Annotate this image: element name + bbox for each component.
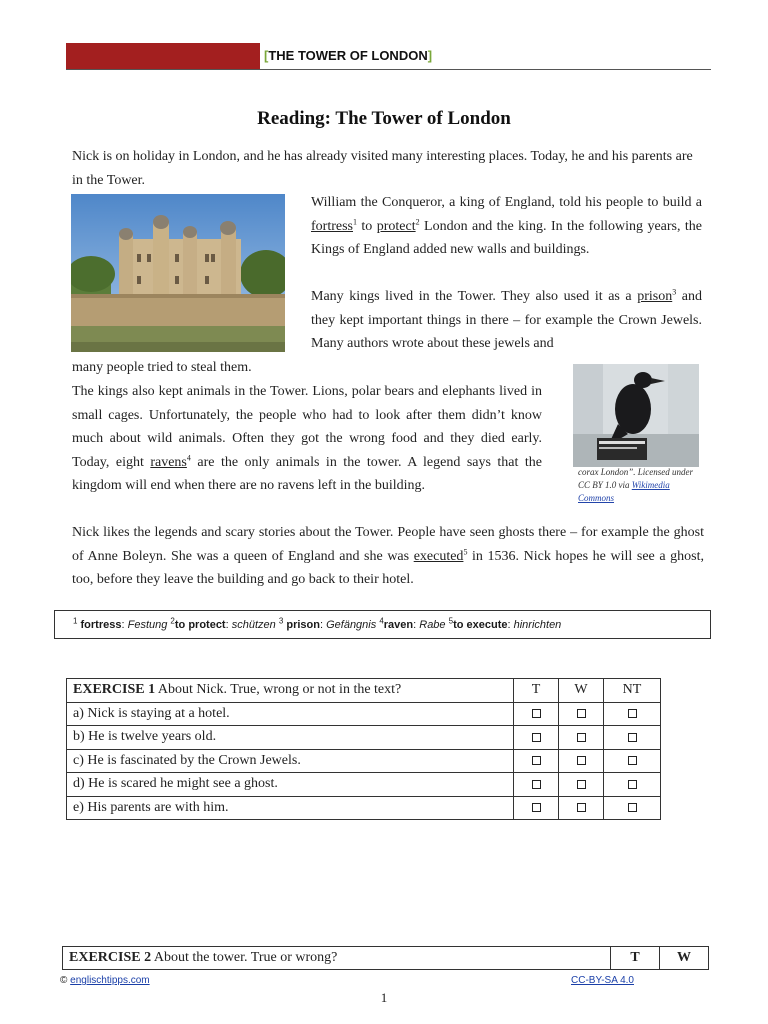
checkbox-nt[interactable] xyxy=(628,780,637,789)
p4-text-a: The kings also kept animals in the Tower. Lions, polar bears and elephants lived in small cages. Unfortunately, the people who had to look after them didn’t know much about wild animals. Often they got the wrong food and they died early. Today, eight xyxy=(72,384,542,470)
paragraph-kings xyxy=(311,285,702,356)
checkbox-w[interactable] xyxy=(577,733,586,742)
footer-left xyxy=(60,975,150,986)
cell-t xyxy=(514,796,559,820)
footnote-mark: 2 xyxy=(415,216,420,226)
glossary-term: raven xyxy=(383,619,414,631)
paragraph-william xyxy=(311,191,702,262)
cell-nt xyxy=(604,796,661,820)
checkbox-t[interactable] xyxy=(532,709,541,718)
table-row xyxy=(67,749,661,773)
glossary-translation: Rabe xyxy=(419,619,446,631)
exercise-label: EXERCISE 1 xyxy=(73,682,156,698)
checkbox-nt[interactable] xyxy=(628,803,637,812)
p5-text-b: in 1536. Nick hopes he will see a ghost, too, before they leave the building and go back to their hotel. xyxy=(72,548,704,588)
checkbox-w[interactable] xyxy=(577,709,586,718)
wikimedia-link[interactable]: Wikimedia Commons xyxy=(578,480,670,503)
footnote-mark: 4 xyxy=(186,453,191,463)
page-number: 1 xyxy=(380,990,388,1005)
footer-right xyxy=(571,975,634,986)
checkbox-nt[interactable] xyxy=(628,756,637,765)
table-row xyxy=(67,702,661,726)
checkbox-w[interactable] xyxy=(577,803,586,812)
paragraph-ghosts xyxy=(72,521,704,592)
glossary-term: prison xyxy=(286,619,320,631)
credit-text: corax London”. Licensed under CC BY 1.0 via xyxy=(578,467,693,490)
cell-t xyxy=(514,726,559,750)
col-header-t: T xyxy=(514,679,559,703)
paragraph-intro: Nick is on holiday in London, and he has already visited many interesting places. Today, he and his parents are in the Tower. xyxy=(72,149,693,188)
vocab-executed: executed xyxy=(413,548,464,564)
table-header-row xyxy=(67,679,661,703)
vocab-prison: prison xyxy=(637,289,673,304)
table-row xyxy=(67,796,661,820)
glossary-num: 4 xyxy=(379,616,384,626)
p3-text-a: Many kings lived in the Tower. They also used it as a xyxy=(311,289,638,304)
vocab-protect: protect xyxy=(376,218,416,234)
exercise-question: About the tower. True or wrong? xyxy=(153,950,338,965)
exercise-2-prompt xyxy=(63,947,611,970)
exercise-2-table xyxy=(62,946,709,970)
exercise-1-table xyxy=(66,678,661,820)
glossary-num: 2 xyxy=(170,616,175,626)
license-link[interactable]: CC-BY-SA 4.0 xyxy=(571,975,634,986)
exercise-1-prompt xyxy=(67,679,514,703)
glossary-box xyxy=(54,610,711,639)
glossary-term: fortress xyxy=(80,619,122,631)
exercise-label: EXERCISE 2 xyxy=(69,950,152,965)
cell-w xyxy=(559,726,604,750)
raven-photo-credit xyxy=(578,466,704,505)
glossary-num: 3 xyxy=(278,616,284,626)
cell-t xyxy=(514,702,559,726)
footnote-mark: 3 xyxy=(672,287,677,297)
statement: a) Nick is staying at a hotel. xyxy=(67,702,514,726)
statement: e) His parents are with him. xyxy=(67,796,514,820)
cell-nt xyxy=(604,749,661,773)
p5-text-a: Nick likes the legends and scary stories about the Tower. People have seen ghosts there – for example the ghost of Anne Boleyn. She was a queen of England and she was xyxy=(72,525,704,564)
p2-text-b: to xyxy=(357,218,377,234)
vocab-ravens: ravens xyxy=(150,454,187,470)
cell-t xyxy=(514,773,559,797)
cell-nt xyxy=(604,773,661,797)
header-rule xyxy=(66,69,711,70)
statement: c) He is fascinated by the Crown Jewels. xyxy=(67,749,514,773)
copyright-symbol: © xyxy=(60,975,68,986)
checkbox-t[interactable] xyxy=(532,756,541,765)
checkbox-w[interactable] xyxy=(577,756,586,765)
p2-text-c: London and the king. In the following years, the Kings of England added new walls and buildings. xyxy=(311,218,703,258)
table-row xyxy=(67,726,661,750)
p3-text-b: and they kept important things in there – for example the Crown Jewels. Many authors wrote about these jewels and xyxy=(311,289,702,352)
checkbox-t[interactable] xyxy=(532,733,541,742)
tower-of-london-photo xyxy=(71,194,285,352)
glossary-num: 5 xyxy=(448,616,454,626)
header-color-block xyxy=(66,43,260,70)
p2-text-a: William the Conqueror, a king of England, told his people to build a xyxy=(311,195,702,210)
vocab-fortress: fortress xyxy=(311,218,353,234)
exercise-question: About Nick. True, wrong or not in the text? xyxy=(157,682,402,698)
checkbox-t[interactable] xyxy=(532,780,541,789)
table-header-row xyxy=(63,947,709,970)
glossary-term: to protect xyxy=(174,619,226,631)
glossary-translation: Gefängnis xyxy=(326,619,377,631)
glossary-translation: hinrichten xyxy=(513,619,562,631)
glossary-list: $^1$ fortress: Festung $^2$to protect: schützen $^3$ prison: Gefängnis $^4$raven: Rabe $^5$to execute: hinrichten xyxy=(73,616,562,631)
p4-text-b: are the only animals in the tower. A legend says that the kingdom will end when there are no ravens left in the building. xyxy=(72,454,542,494)
col-header-w: W xyxy=(559,679,604,703)
paragraph-animals xyxy=(72,380,542,498)
glossary-translation: schützen xyxy=(231,619,276,631)
paragraph-kings-cont: many people tried to steal them. xyxy=(72,360,252,375)
footnote-mark: 5 xyxy=(463,546,468,556)
glossary-term: to execute xyxy=(453,619,508,631)
cell-w xyxy=(559,749,604,773)
raven-photo xyxy=(573,364,699,467)
col-header-w: W xyxy=(660,947,709,970)
statement: d) He is scared he might see a ghost. xyxy=(67,773,514,797)
glossary-translation: Festung xyxy=(127,619,168,631)
col-header-t: T xyxy=(611,947,660,970)
cell-w xyxy=(559,702,604,726)
checkbox-t[interactable] xyxy=(532,803,541,812)
glossary-num: 1 xyxy=(73,616,78,626)
cell-w xyxy=(559,796,604,820)
statement: b) He is twelve years old. xyxy=(67,726,514,750)
checkbox-nt[interactable] xyxy=(628,709,637,718)
cell-nt xyxy=(604,726,661,750)
checkbox-w[interactable] xyxy=(577,780,586,789)
cell-nt xyxy=(604,702,661,726)
checkbox-nt[interactable] xyxy=(628,733,637,742)
table-row xyxy=(67,773,661,797)
cell-t xyxy=(514,749,559,773)
header-title: [THE TOWER OF LONDON] xyxy=(264,48,433,63)
englischtipps-link[interactable]: englischtipps.com xyxy=(70,975,150,986)
col-header-nt: NT xyxy=(604,679,661,703)
page-title: Reading: The Tower of London xyxy=(257,108,511,129)
cell-w xyxy=(559,773,604,797)
footnote-mark: 1 xyxy=(353,216,357,226)
